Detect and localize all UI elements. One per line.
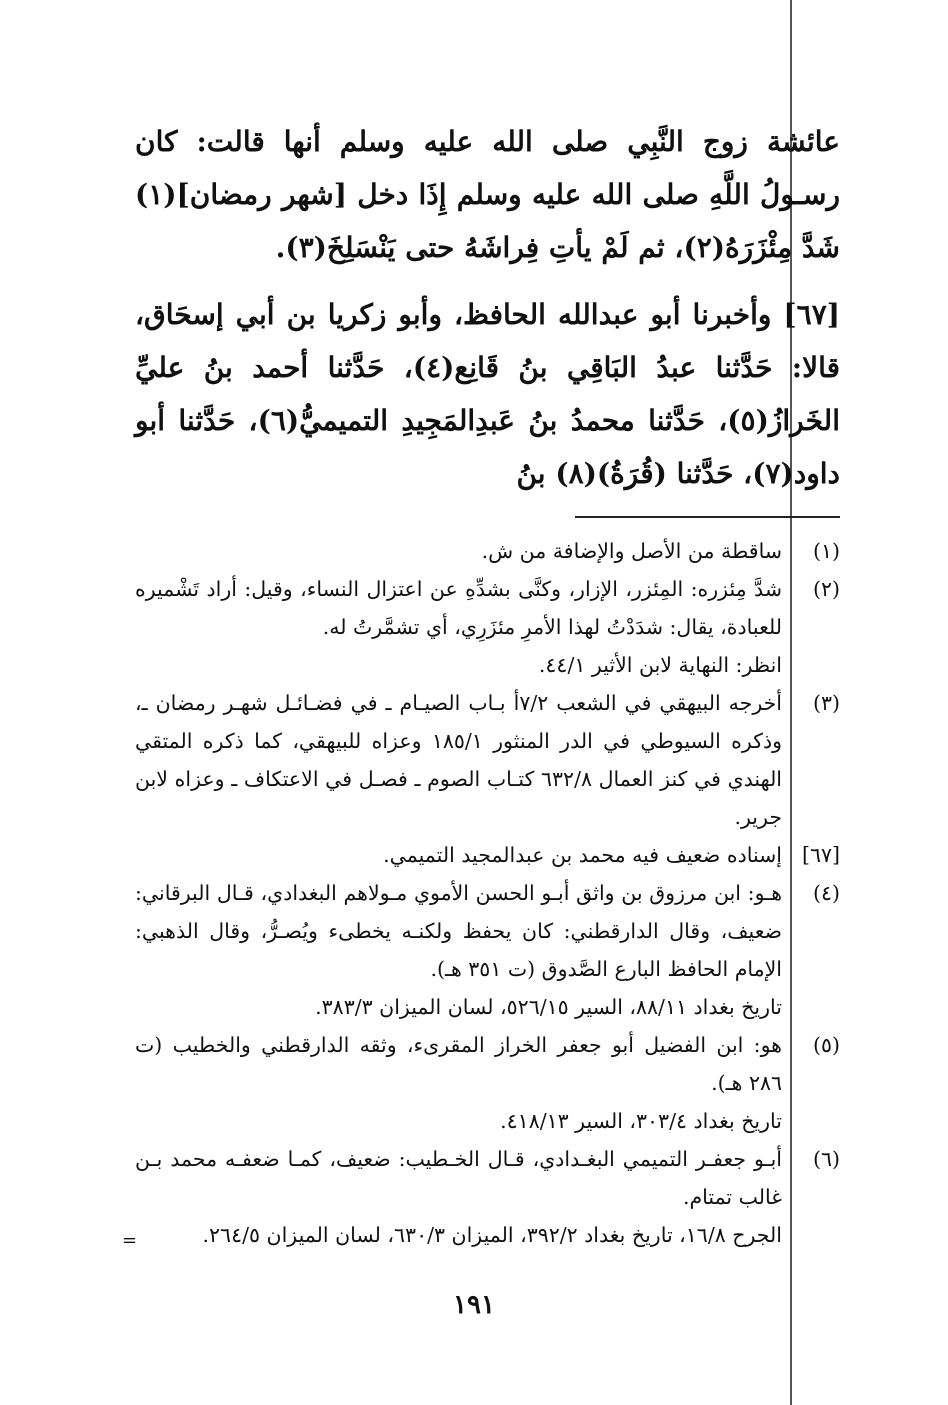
footnote-4 <box>135 874 840 1026</box>
footnote-text: إسناده ضعيف فيه محمد بن عبدالمجيد التميمي. <box>383 843 782 867</box>
footnote-text: هـو: ابن مرزوق بن واثق أبـو الحسن الأموي مـولاهم البغدادي، قـال البرقاني: ضعيف، وقال الدارقطني: كان يحفظ ولكنـه يخطىء ويُصـرُّ، وقال الذهبي: الإمام الحافظ البارع الصَّدوق (ت ٣٥١ هـ). <box>135 881 782 981</box>
footnote-text: ساقطة من الأصل والإضافة من ش. <box>481 539 782 563</box>
footnote-number: (٣) <box>812 691 840 715</box>
footnote-number: (١) <box>812 539 840 563</box>
footnote-text: هو: ابن الفضيل أبو جعفر الخراز المقرىء، وثقه الدارقطني والخطيب (ت ٢٨٦ هـ). <box>135 1033 782 1095</box>
footnote-6 <box>135 1140 840 1254</box>
footnote-text: أخرجه البيهقي في الشعب ٧/٢أ بـاب الصيـام ـ في فضـائـل شهـر رمضان ـ، وذكره السيوطي في الدر المنثور ١٨٥/١ وعزاه للبيهقي، كما ذكره المتقي الهندي في كنز العمال ٦٣٢/٨ كتـاب الصوم ـ فصـل في الاعتكاف ـ وعزاه لابن جرير. <box>135 691 783 829</box>
footnote-2 <box>135 570 840 684</box>
footnote-67 <box>135 836 840 874</box>
footnote-body <box>135 570 782 684</box>
main-text <box>135 115 840 500</box>
footnote-5 <box>135 1026 840 1140</box>
footnote-3 <box>135 684 840 836</box>
footnote-body <box>135 1140 782 1254</box>
footnote-text: أبـو جعفـر التميمي البغـدادي، قـال الخـطيب: ضعيف، كمـا ضعفـه محمد بـن غالب تمتام. <box>135 1147 782 1209</box>
footnote-body <box>135 836 782 874</box>
footnote-number: (٦) <box>812 1147 840 1171</box>
footnote-separator <box>575 516 840 518</box>
continuation-mark: = <box>122 1230 138 1251</box>
footnote-body <box>135 684 782 836</box>
footnote-body <box>135 1026 782 1140</box>
footnote-reference: الجرح ١٦/٨، تاريخ بغداد ٣٩٢/٢، الميزان ٦٣٠/٣، لسان الميزان ٢٦٤/٥. <box>202 1223 782 1247</box>
main-paragraph: عائشة زوج النَّبِي صلى الله عليه وسلم أنها قالت: كان رسـولُ اللَّهِ صلى الله عليه وسلم إِذَا دخل [شهر رمضان](١) شَدَّ مِئْزَرَهُ(٢)، ثم لَمْ يأتِ فِراشَهُ حتى يَنْسَلِخَ(٣). <box>135 125 840 264</box>
footnote-number: [٦٧] <box>801 843 840 867</box>
page-content <box>135 115 840 1254</box>
footnote-body <box>135 532 782 570</box>
footnote-number: (٤) <box>812 881 840 905</box>
footnote-number: (٢) <box>812 577 840 601</box>
footnote-reference: تاريخ بغداد ٨٨/١١، السير ٥٢٦/١٥، لسان الميزان ٣٨٣/٣. <box>315 995 782 1019</box>
footnote-number: (٥) <box>812 1033 840 1057</box>
footnote-reference: انظر: النهاية لابن الأثير ٤٤/١. <box>538 653 782 677</box>
footnote-1 <box>135 532 840 570</box>
page-number: ١٩١ <box>453 1290 495 1320</box>
footnote-text: شدَّ مِئزره: المِئزر، الإزار، وكنَّى بشدِّهِ عن اعتزال النساء، وقيل: أراد تَشْميره للعبادة، يقال: شدَدْتُ لهذا الأمرِ مئزَرِي، أي تشمَّرتُ له. <box>135 577 782 639</box>
footnote-body <box>135 874 782 1026</box>
main-paragraph: [٦٧] وأخبرنا أبو عبدالله الحافظ، وأبو زكريا بن أبي إسحَاق، قالا: حَدَّثنا عبدُ البَاقِي بنُ قَانِع(٤)، حَدَّثنا أحمد بنُ عليِّ الخَرازُ(٥)، حَدَّثنا محمدُ بنُ عَبدِالمَجِيدِ التميميُّ(٦)، حَدَّثنا أبو داود(٧)، حَدَّثنا (قُرَةُ)(٨) بنُ <box>135 298 841 490</box>
footnotes <box>135 532 840 1254</box>
footnote-reference: تاريخ بغداد ٣٠٣/٤، السير ٤١٨/١٣. <box>500 1109 782 1133</box>
